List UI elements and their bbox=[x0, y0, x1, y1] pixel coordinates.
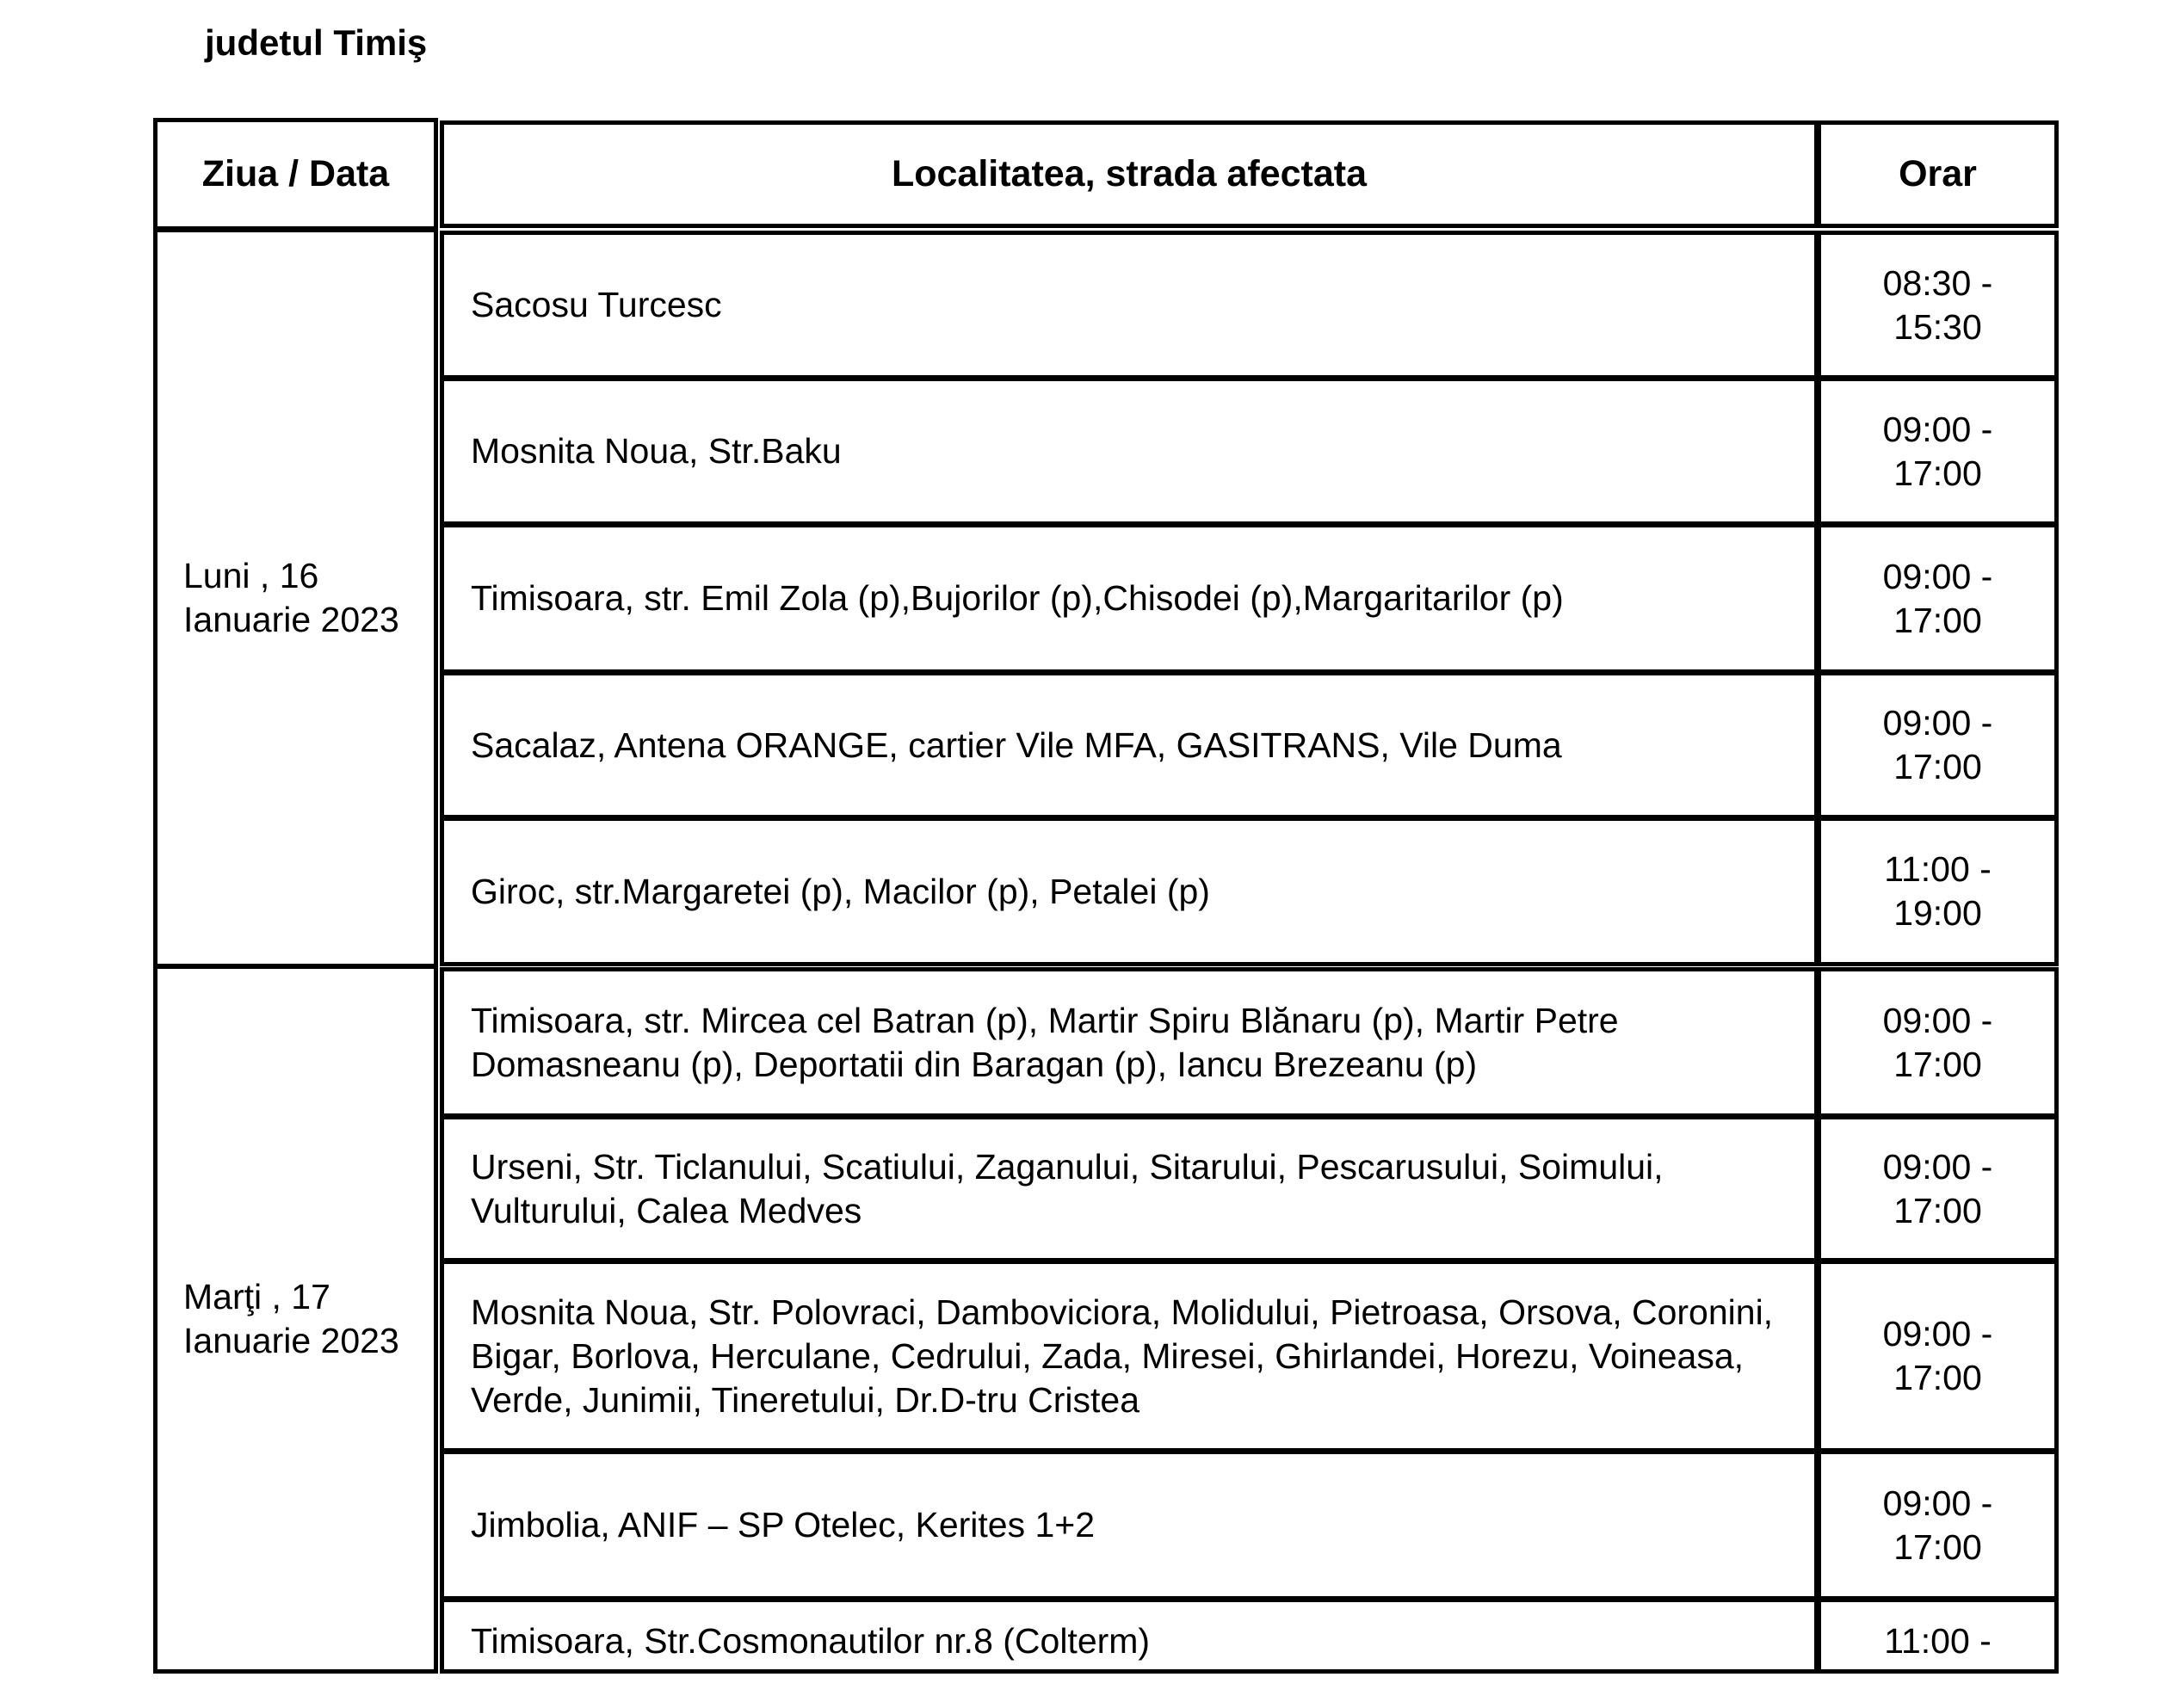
time-end: 17:00 bbox=[1893, 600, 1982, 640]
schedule-cell bbox=[1817, 523, 2059, 674]
time-start: 09:00 - bbox=[1882, 1146, 1993, 1187]
schedule-cell bbox=[1817, 1260, 2059, 1452]
day-cell-tuesday bbox=[153, 965, 438, 1674]
day-label: Luni , 16 bbox=[183, 556, 319, 595]
time-end: 17:00 bbox=[1893, 1190, 1982, 1230]
schedule-cell-partial bbox=[1817, 1598, 2059, 1674]
location-cell: Timisoara, str. Emil Zola (p),Bujorilor (p),Chisodei (p),Margaritarilor (p) bbox=[440, 523, 1819, 674]
time-end: 17:00 bbox=[1893, 1526, 1982, 1567]
time-start: 09:00 - bbox=[1882, 409, 1993, 449]
location-cell: Sacosu Turcesc bbox=[440, 231, 1819, 379]
time-start: 11:00 - bbox=[1884, 849, 1992, 889]
schedule-cell bbox=[1817, 377, 2059, 526]
schedule-cell bbox=[1817, 1450, 2059, 1600]
time-start: 09:00 - bbox=[1882, 556, 1993, 596]
location-cell: Giroc, str.Margaretei (p), Macilor (p), Petalei (p) bbox=[440, 817, 1819, 966]
location-cell-partial bbox=[440, 1598, 1819, 1674]
time-end: 17:00 bbox=[1893, 453, 1982, 493]
page-title: judetul Timiş bbox=[205, 22, 428, 63]
schedule-cell bbox=[1817, 967, 2059, 1118]
time-start: 09:00 - bbox=[1882, 1000, 1993, 1040]
time-end: 17:00 bbox=[1893, 1358, 1982, 1397]
day-date: Ianuarie 2023 bbox=[183, 600, 399, 639]
time-start: 09:00 - bbox=[1882, 1483, 1993, 1523]
time-end: 17:00 bbox=[1893, 1044, 1982, 1084]
header-location: Localitatea, strada afectata bbox=[440, 120, 1819, 228]
time-start: 11:00 - bbox=[1884, 1621, 1992, 1661]
location-cell: Mosnita Noua, Str.Baku bbox=[440, 377, 1819, 526]
time-end: 15:30 bbox=[1893, 306, 1982, 347]
time-start: 09:00 - bbox=[1882, 1314, 1993, 1353]
schedule-cell bbox=[1817, 817, 2059, 966]
time-end: 17:00 bbox=[1893, 747, 1982, 786]
day-date: Ianuarie 2023 bbox=[183, 1321, 399, 1360]
location-cell: Timisoara, str. Mircea cel Batran (p), Martir Spiru Blănaru (p), Martir Petre Domasneanu (p), Deportatii din Baragan (p), Iancu Brezeanu (p) bbox=[440, 967, 1819, 1118]
header-schedule: Orar bbox=[1817, 120, 2059, 228]
time-start: 09:00 - bbox=[1882, 703, 1993, 743]
schedule-cell bbox=[1817, 671, 2059, 819]
location-cell: Jimbolia, ANIF – SP Otelec, Kerites 1+2 bbox=[440, 1450, 1819, 1600]
day-cell-monday bbox=[153, 228, 438, 968]
location-text: Timisoara, Str.Cosmonautilor nr.8 (Colterm) bbox=[471, 1621, 1151, 1661]
time-start: 08:30 - bbox=[1882, 262, 1993, 303]
schedule-cell bbox=[1817, 1115, 2059, 1262]
header-day-date: Ziua / Data bbox=[153, 118, 438, 231]
day-label: Marţi , 17 bbox=[183, 1277, 330, 1316]
location-cell: Sacalaz, Antena ORANGE, cartier Vile MFA, GASITRANS, Vile Duma bbox=[440, 671, 1819, 819]
time-end: 19:00 bbox=[1893, 893, 1982, 933]
schedule-cell bbox=[1817, 231, 2059, 379]
location-cell: Urseni, Str. Ticlanului, Scatiului, Zaganului, Sitarului, Pescarusului, Soimului, Vulturului, Calea Medves bbox=[440, 1115, 1819, 1262]
location-cell: Mosnita Noua, Str. Polovraci, Damboviciora, Molidului, Pietroasa, Orsova, Coronini, Bigar, Borlova, Herculane, Cedrului, Zada, Miresei, Ghirlandei, Horezu, Voineasa, Verde, Junimii, Tineretului, Dr.D-tru Cristea bbox=[440, 1260, 1819, 1452]
